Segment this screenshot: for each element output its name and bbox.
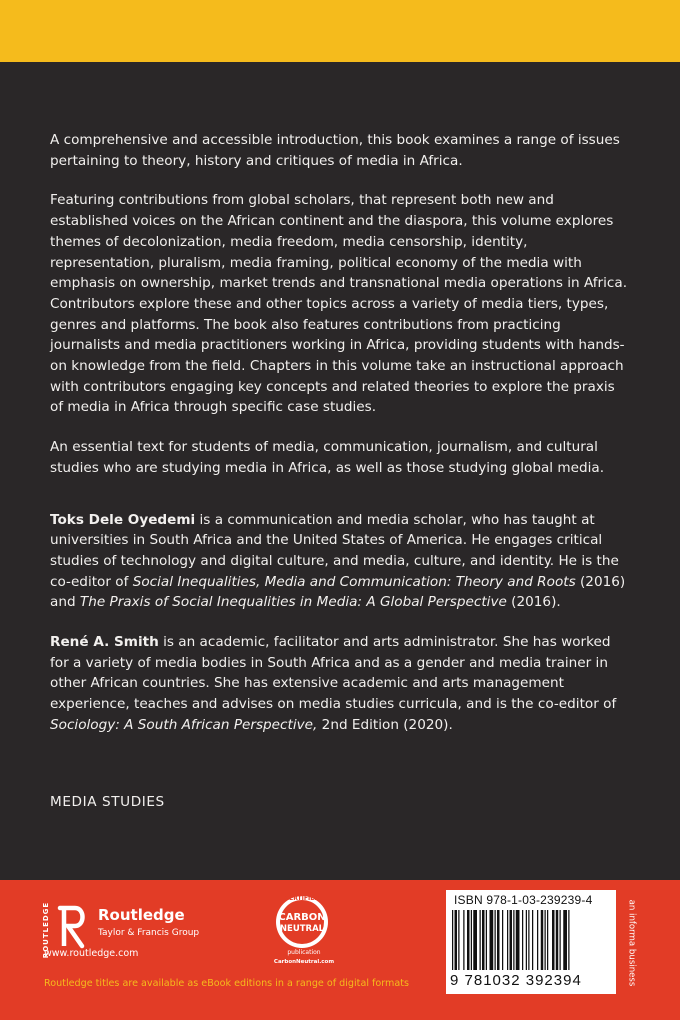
barcode-bar [568,910,569,970]
barcode-bar [502,910,503,970]
barcode-bar [541,910,544,970]
author-bio-1 [50,510,630,614]
author-name-2: René A. Smith [50,634,159,651]
carbon-site: CarbonNeutral.com [273,959,335,965]
barcode-bar [507,910,508,970]
blurb-paragraph-2: Featuring contributions from global scholars, that represent both new and established voices on the African continent and the diaspora, this volume explores themes of decolonization, media freedom, media censorship, identity, representation, pluralism, media framing, political economy of the media with emphasis on ownership, market trends and transnational media operations in Africa. Contributors explore these and other topics across a variety of media tiers, types, genres and platforms. The book also features contributions from practicing journalists and media practitioners working in Africa, providing students with hands-on knowledge from the field. Chapters in this volume take an instructional approach with contributors engaging key concepts and related theories to explore the praxis of media in Africa through specific case studies. [50,192,628,416]
barcode-bar [497,910,500,970]
routledge-vertical-label: ROUTLEDGE [42,901,51,959]
barcode-bar [513,910,514,970]
barcode-bar [563,910,567,970]
barcode-bar [528,910,529,970]
isbn-label: ISBN 978-1-03-239239-4 [454,893,593,907]
barcode-bar [458,910,459,970]
barcode-bar [480,910,481,970]
bio1-text-2: (2016) and [50,573,626,611]
barcode-bar [510,910,513,970]
blurb-paragraph-1: A comprehensive and accessible introduction, this book examines a range of issues pertaining to theory, history and critiques of media in Africa. [50,132,620,169]
bottom-band [0,880,680,1020]
barcode-bar [556,910,559,970]
bio1-book-1: Social Inequalities, Media and Communication: Theory and Roots [132,573,576,590]
carbon-line-2: NEUTRAL [279,924,325,934]
barcode-bar [522,910,523,970]
main-panel [0,62,680,880]
barcode-bar [547,910,548,970]
barcode-bar [482,910,485,970]
carbon-sub: publication [287,949,321,956]
carbon-neutral-badge-icon [262,888,346,968]
barcode-bar [537,910,538,970]
barcode-bar [526,910,527,970]
publisher-url: www.routledge.com [44,948,139,959]
bio2-text-1: is an academic, facilitator and arts administrator. She has worked for a variety of media bodies in South Africa and as a gender and media trainer in other African countries. She has extensive academic and arts management experience, teaches and advises on media studies curricula, and is the co-editor of [50,634,617,713]
top-color-band [0,0,680,62]
bio2-text-2: 2nd Edition (2020). [317,716,453,733]
bio1-text-1: is a communication and media scholar, who has taught at universities in South Africa and the United States of America. He engages critical studies of technology and digital culture, and media, culture, and identity. He is the co-editor of [50,511,619,590]
isbn-barcode [446,890,616,994]
barcode-bar [532,910,533,970]
bio1-text-3: (2016). [506,594,561,611]
barcode-bar [495,910,496,970]
barcode-bar [471,910,472,970]
barcode-bar [463,910,464,970]
author-bio-2 [50,632,630,736]
carbon-certified-label: CERTIFIED [284,895,320,902]
bio2-book-1: Sociology: A South African Perspective, [50,716,318,733]
blurb-paragraph-3: An essential text for students of media, communication, journalism, and cultural studies who are studying media in Africa, as well as those studying global media. [50,439,605,476]
publisher-group: Taylor & Francis Group [98,928,200,938]
author-name-1: Toks Dele Oyedemi [50,511,196,528]
barcode-bar [455,910,458,970]
barcode-bar [552,910,555,970]
barcode-bar [452,910,453,970]
carbon-line-1: CARBON [278,912,326,923]
bio1-book-2: The Praxis of Social Inequalities in Media: A Global Perspective [79,594,507,611]
barcode-bar [560,910,561,970]
ebook-note: Routledge titles are available as eBook editions in a range of digital formats [44,978,410,989]
publisher-name: Routledge [98,906,185,924]
barcode-digits: 9 781032 392394 [450,972,582,989]
barcode-bar [490,910,494,970]
barcode-bar [545,910,546,970]
barcode-bar [473,910,477,970]
routledge-r-icon [56,904,90,950]
barcode-icon [450,910,612,972]
barcode-bar [467,910,470,970]
informa-label: an informa business [626,899,637,987]
blurb-text [50,130,630,755]
barcode-bar [516,910,520,970]
barcode-bar [486,910,487,970]
subject-category: MEDIA STUDIES [50,794,165,810]
